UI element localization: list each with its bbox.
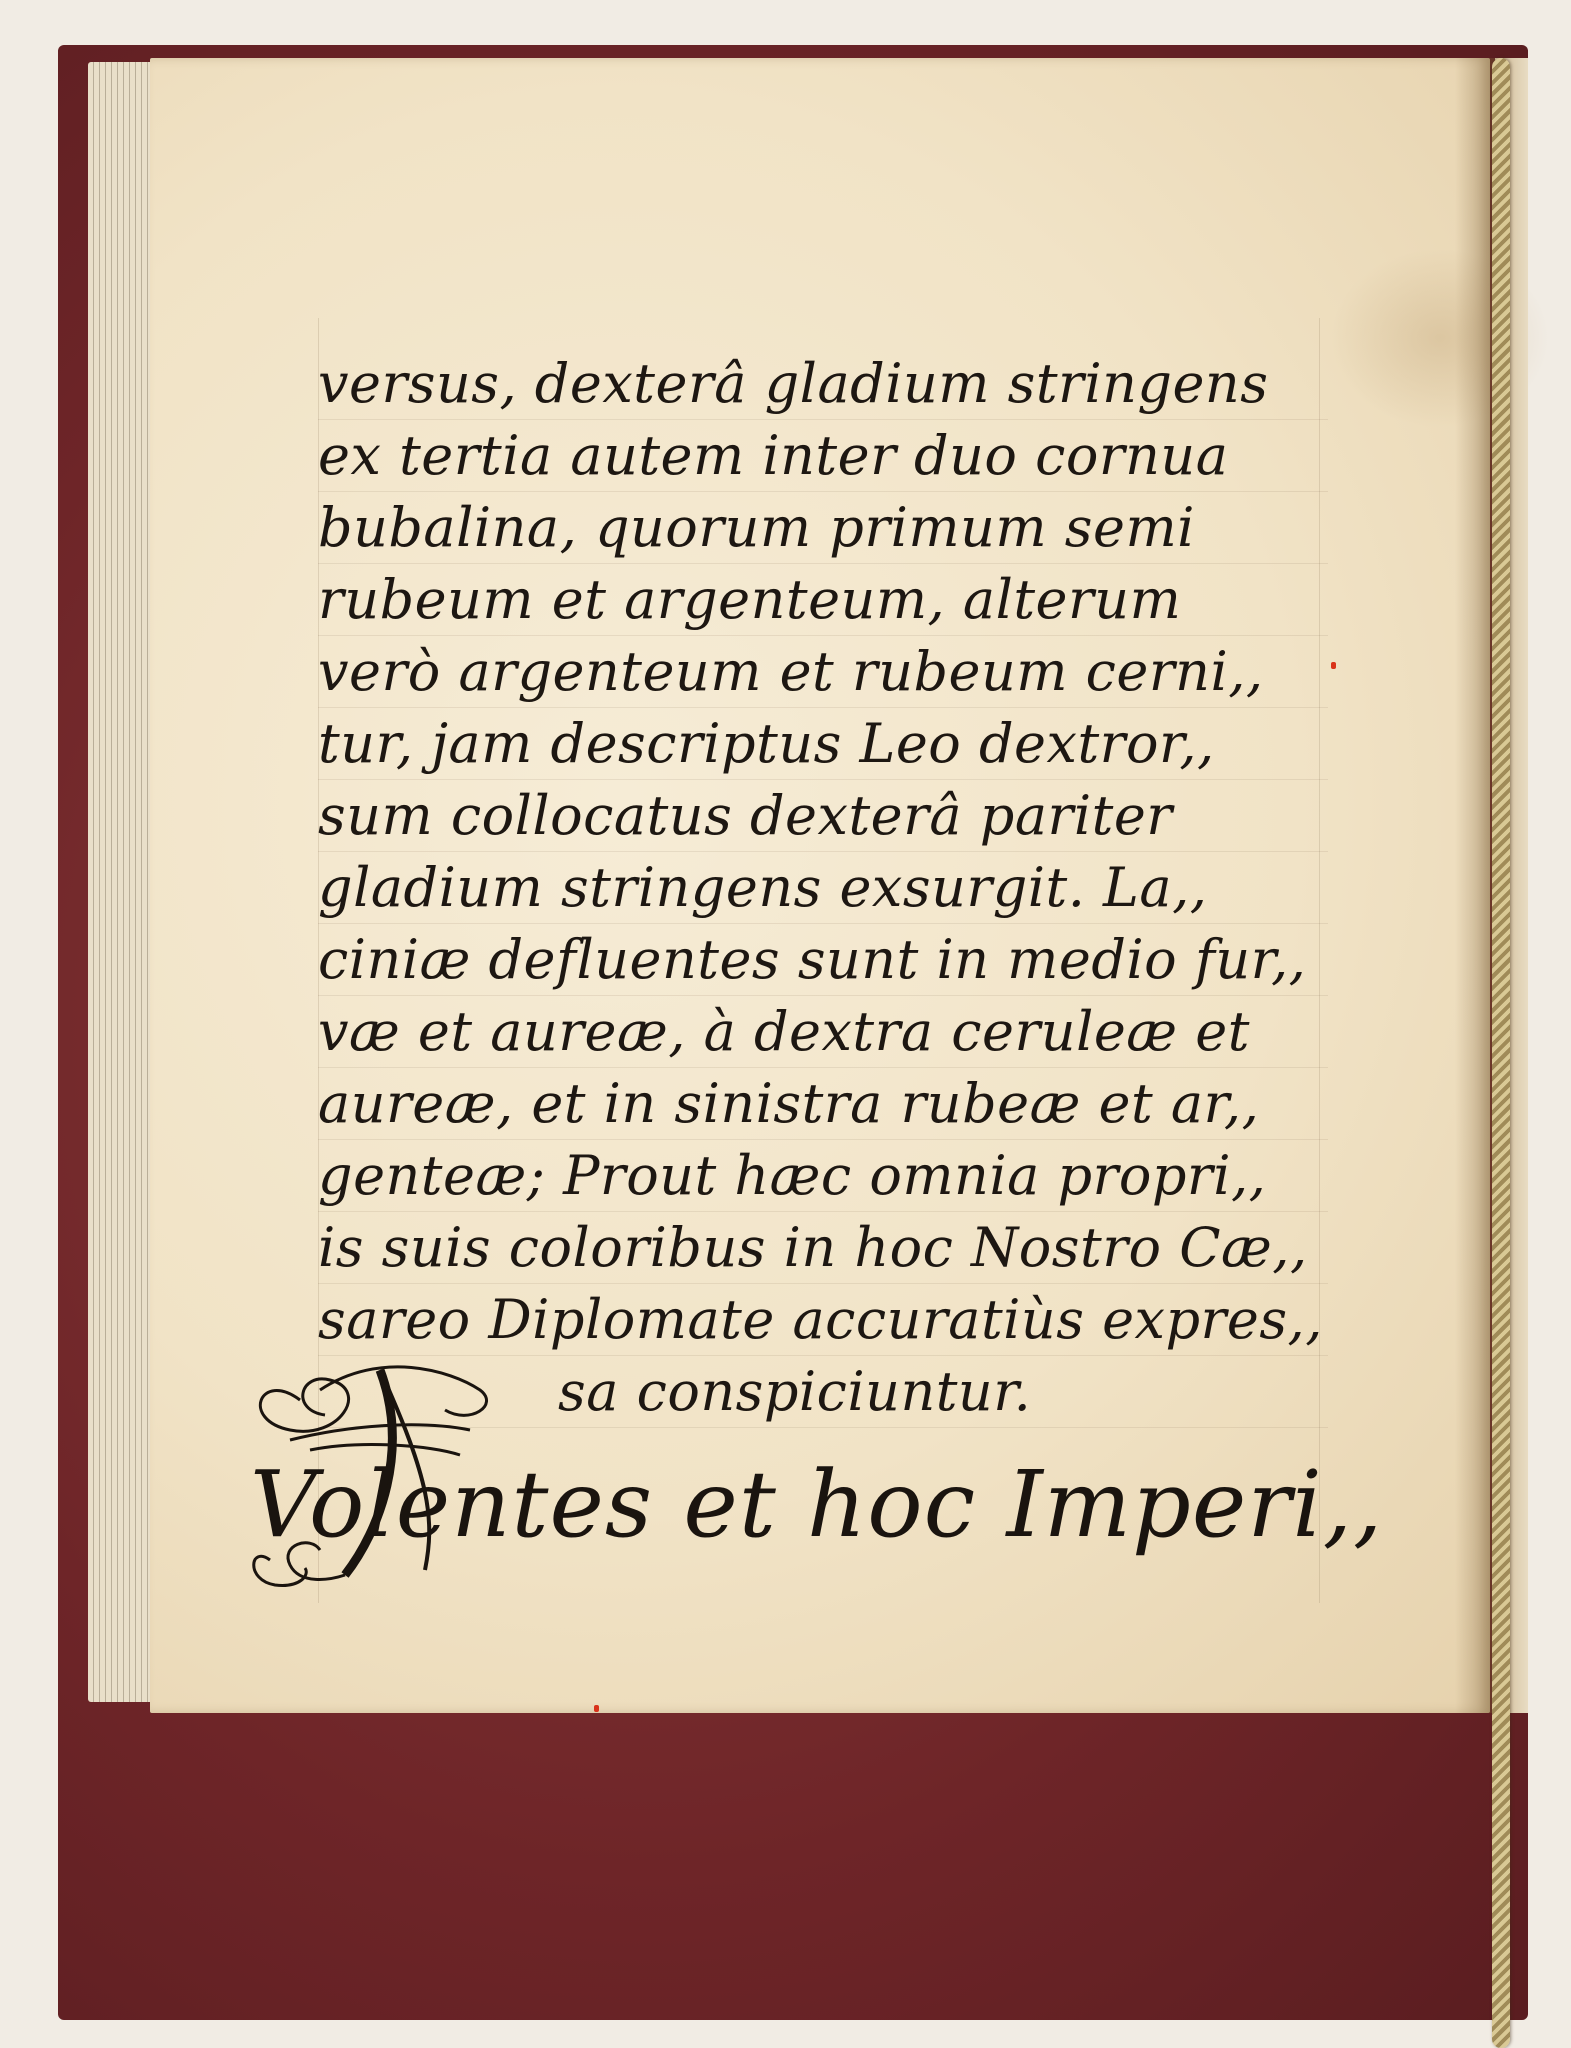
text-line: versus, dexterâ gladium stringens [318, 348, 1328, 420]
text-line: genteæ; Prout hæc omnia propri,, [318, 1140, 1328, 1212]
text-line: aureæ, et in sinistra rubeæ et ar,, [318, 1068, 1328, 1140]
text-line-final: sa conspiciuntur. [318, 1356, 1328, 1428]
text-line: sareo Diplomate accuratiùs expres,, [318, 1284, 1328, 1356]
text-line: væ et aureæ, à dextra ceruleæ et [318, 996, 1328, 1068]
text-line: verò argenteum et rubeum cerni,, [318, 636, 1328, 708]
gold-cord [1492, 58, 1510, 2048]
red-ink-mark [594, 1705, 599, 1712]
page-edges [88, 62, 158, 1702]
text-line: gladium stringens exsurgit. La,, [318, 852, 1328, 924]
gutter-shadow [1455, 58, 1495, 1713]
text-line: tur, jam descriptus Leo dextror,, [318, 708, 1328, 780]
text-line: ex tertia autem inter duo cornua [318, 420, 1328, 492]
text-line: rubeum et argenteum, alterum [318, 564, 1328, 636]
heading-text: Volentes et hoc Imperi,, [250, 1451, 1384, 1558]
text-line: bubalina, quorum primum semi [318, 492, 1328, 564]
text-line: sum collocatus dexterâ pariter [318, 780, 1328, 852]
flourished-heading [230, 1410, 1384, 1570]
text-line: ciniæ defluentes sunt in medio fur,, [318, 924, 1328, 996]
text-line: is suis coloribus in hoc Nostro Cæ,, [318, 1212, 1328, 1284]
red-ink-mark [1331, 662, 1336, 669]
manuscript-text [318, 348, 1328, 1428]
